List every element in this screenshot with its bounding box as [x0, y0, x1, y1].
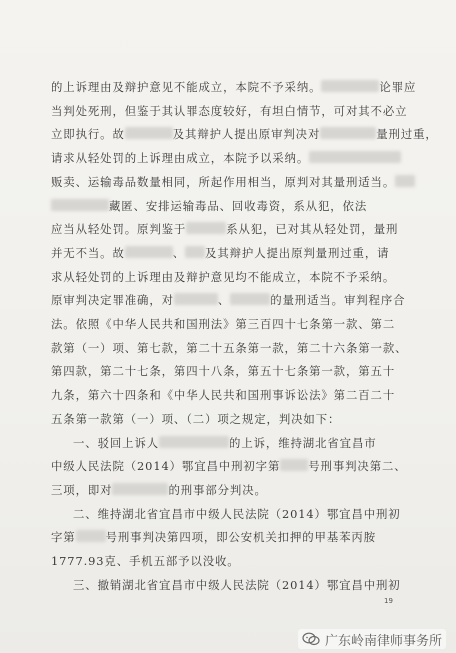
- line-text: 应当从轻处罚。原判鉴于: [51, 222, 187, 237]
- redacted-name: [309, 151, 401, 163]
- line-text: 的量刑适当。审判程序合: [270, 293, 406, 308]
- line-text: 第四款，第二十七条，第四十八条，第五十七条第一款，第五十: [51, 364, 396, 379]
- line-text: 求从轻处罚的上诉理由及辩护意见均不能成立，本院不予采纳。: [51, 269, 396, 284]
- line-text: 九条，第六十四条和《中华人民共和国刑事诉讼法》第二百二十: [51, 388, 396, 403]
- line-text: 论罪应: [379, 80, 417, 94]
- line-text: 中级人民法院（2014）鄂宜昌中刑初字第: [51, 459, 281, 474]
- text-line: [51, 507, 445, 522]
- text-line: [51, 459, 423, 474]
- redacted-name: [320, 127, 376, 139]
- line-text: 的刑事部分判决。: [168, 482, 267, 497]
- line-text: 号刑事判决第四项，即公安机关扣押的甲基苯丙胺: [105, 530, 376, 545]
- text-line: [51, 80, 423, 95]
- line-text: 系从犯，已对其从轻处罚，量刑: [226, 222, 399, 237]
- text-line: [51, 364, 423, 379]
- line-text: 、: [217, 293, 231, 308]
- line-text: 、: [172, 245, 186, 260]
- redacted-name: [230, 293, 270, 305]
- text-line: [51, 293, 423, 308]
- text-line: [51, 127, 438, 142]
- text-line: [51, 436, 445, 451]
- text-line: [51, 151, 423, 166]
- line-text: 一、驳回上诉人: [73, 435, 160, 450]
- line-text: 三、撤销湖北省宜昌市中级人民法院（2014）鄂宜昌中刑初: [73, 577, 401, 592]
- line-text: 并无不当。故: [51, 245, 125, 260]
- watermark: [298, 629, 446, 649]
- text-line: [51, 199, 423, 214]
- line-text: 号刑事判决第二、: [308, 459, 407, 474]
- text-line: [51, 483, 423, 498]
- redacted-name: [395, 175, 415, 187]
- text-line: [51, 270, 423, 285]
- line-text: 量刑过重，: [376, 127, 438, 142]
- line-text: 二、维持湖北省宜昌市中级人民法院（2014）鄂宜昌中刑初: [73, 506, 401, 521]
- redacted-name: [125, 127, 173, 139]
- text-line: [51, 175, 423, 190]
- redacted-name: [112, 483, 168, 495]
- redacted-name: [186, 222, 226, 234]
- line-text: 款第（一）项、第七款，第二十五条第一款，第二十六条第一款、: [51, 340, 408, 355]
- text-line: [51, 530, 423, 545]
- text-line: [51, 554, 423, 569]
- text-line: [51, 246, 423, 261]
- text-line: [51, 222, 423, 237]
- line-text: 贩卖、运输毒品数量相同，所起作用相当，原判对其量刑适当。: [51, 174, 396, 189]
- text-line: [51, 388, 423, 403]
- text-line: [51, 412, 423, 427]
- line-text: 原审判决定罪准确，对: [51, 293, 174, 308]
- redacted-name: [321, 80, 379, 92]
- redacted-name: [125, 246, 173, 258]
- redacted-name: [280, 459, 308, 471]
- line-text: 1777.93克、手机五部予以没收。: [51, 554, 240, 568]
- line-text: 的上诉理由及辩护意见不能成立，本院不予采纳。: [51, 80, 322, 94]
- line-text: 五条第一款第（一）项、（二）项之规定，判决如下：: [51, 411, 341, 426]
- line-text: 及其辩护人提出原审判决对: [172, 127, 321, 142]
- line-text: 及其辩护人提出原判量刑过重，请: [205, 245, 390, 260]
- line-text: 立即执行。故: [51, 127, 125, 142]
- line-text: 字第: [51, 530, 76, 545]
- line-text: 请求从轻处罚的上诉理由成立，本院予以采纳。: [51, 151, 310, 166]
- line-text: 的上诉，维持湖北省宜昌市: [229, 435, 377, 450]
- line-text: 法。依照《中华人民共和国刑法》第三百四十七条第一款、第二: [51, 317, 396, 331]
- line-text: 当判处死刑，但鉴于其认罪态度较好，有坦白情节，可对其不必立: [51, 103, 408, 118]
- redacted-name: [159, 436, 229, 448]
- redacted-name: [185, 246, 205, 258]
- text-line: [51, 104, 423, 119]
- text-line: [51, 317, 423, 332]
- text-line: [51, 341, 423, 356]
- page-number: 19: [384, 597, 393, 605]
- redacted-name: [51, 199, 109, 211]
- watermark-text: 广东岭南律师事务所: [324, 633, 442, 649]
- redacted-name: [174, 293, 218, 305]
- redacted-name: [76, 530, 106, 542]
- text-line: [51, 578, 445, 593]
- line-text: 三项，即对: [51, 482, 113, 497]
- line-text: 藏匿、安排运输毒品、回收毒资，系从犯，依法: [109, 198, 368, 213]
- wechat-icon: [302, 632, 320, 646]
